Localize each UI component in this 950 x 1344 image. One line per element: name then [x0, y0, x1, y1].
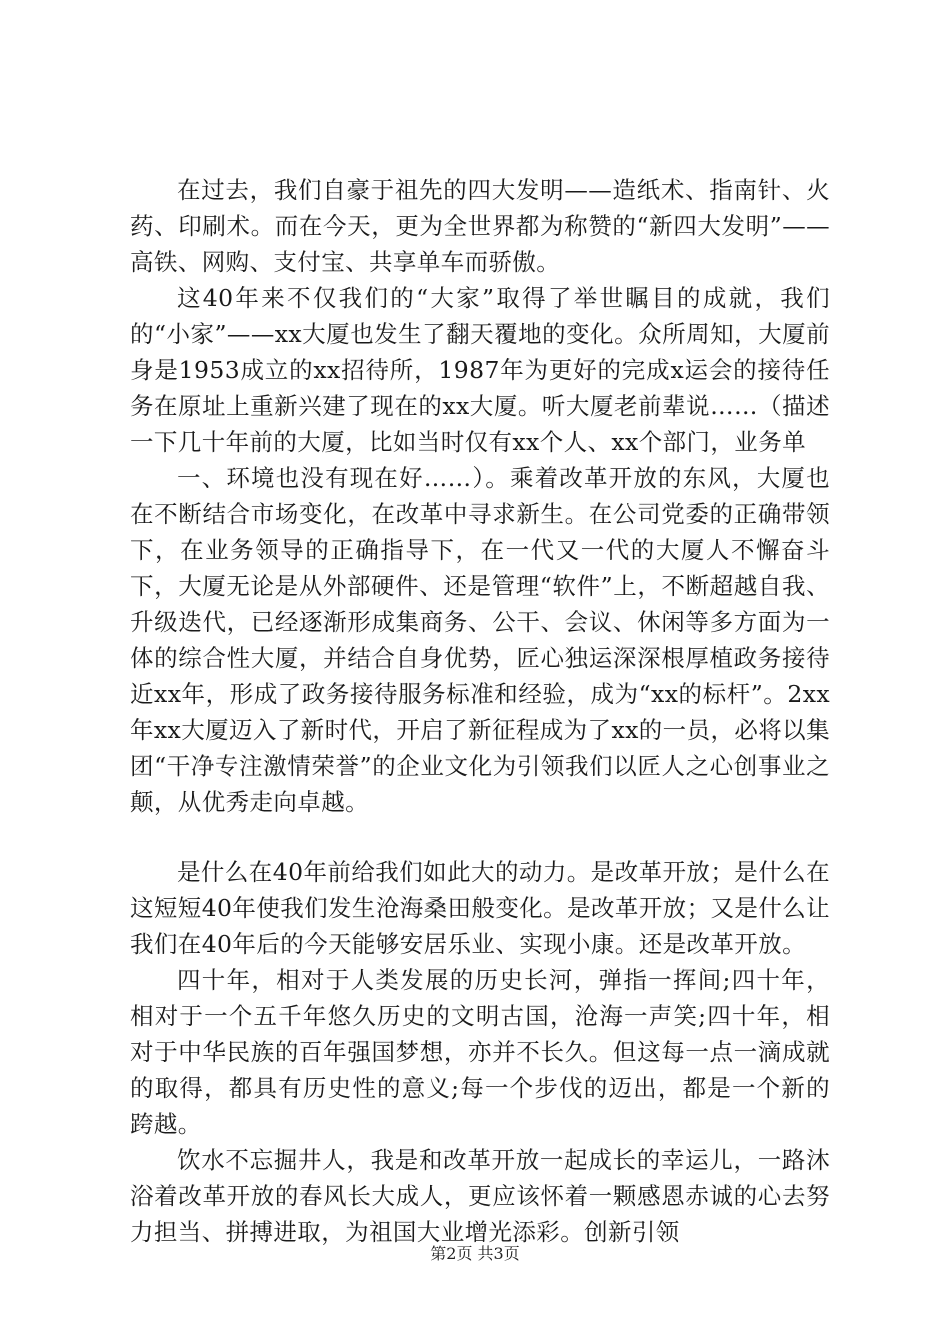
paragraph-reform-motivation: 是什么在40年前给我们如此大的动力。是改革开放；是什么在这短短40年使我们发生沧海桑田般变化。是改革开放；又是什么让我们在40年后的今天能够安居乐业、实现小康。还是改革开放。 [130, 858, 830, 958]
paragraph-four-inventions: 在过去，我们自豪于祖先的四大发明——造纸术、指南针、火药、印刷术。而在今天，更为全世界都为称赞的“新四大发明”——高铁、网购、支付宝、共享单车而骄傲。 [130, 176, 830, 276]
page-footer [0, 1244, 950, 1264]
document-body [130, 172, 830, 1250]
paragraph-gratitude: 饮水不忘掘井人，我是和改革开放一起成长的幸运儿，一路沐浴着改革开放的春风长大成人，更应该怀着一颗感恩赤诚的心去努力担当、拼搏进取，为祖国大业增光添彩。创新引领 [130, 1146, 830, 1246]
paragraph-building-history: 这40年来不仅我们的“大家”取得了举世瞩目的成就，我们的“小家”——xx大厦也发生了翻天覆地的变化。众所周知，大厦前身是1953成立的xx招待所，1987年为更好的完成x运会的接待任务在原址上重新兴建了现在的xx大厦。听大厦老前辈说……（描述一下几十年前的大厦，比如当时仅有xx个人、xx个部门，业务单 [130, 284, 830, 456]
page-number-label: 第2页 共3页 [430, 1244, 520, 1263]
paragraph-reform-development: 一、环境也没有现在好……）。乘着改革开放的东风，大厦也在不断结合市场变化，在改革中寻求新生。在公司党委的正确带领下，在业务领导的正确指导下，在一代又一代的大厦人不懈奋斗下，大厦无论是从外部硬件、还是管理“软件”上，不断超越自我、升级迭代，已经逐渐形成集商务、公干、会议、休闲等多方面为一体的综合性大厦，并结合自身优势，匠心独运深深根厚植政务接待近xx年，形成了政务接待服务标准和经验，成为“xx的标杆”。2xx年xx大厦迈入了新时代，开启了新征程成为了xx的一员，必将以集团“干净专注激情荣誉”的企业文化为引领我们以匠人之心创事业之颠，从优秀走向卓越。 [130, 464, 830, 816]
paragraph-forty-years: 四十年，相对于人类发展的历史长河，弹指一挥间;四十年，相对于一个五千年悠久历史的文明古国，沧海一声笑;四十年，相对于中华民族的百年强国梦想，亦并不长久。但这每一点一滴成就的取得，都具有历史性的意义;每一个步伐的迈出，都是一个新的跨越。 [130, 966, 830, 1138]
